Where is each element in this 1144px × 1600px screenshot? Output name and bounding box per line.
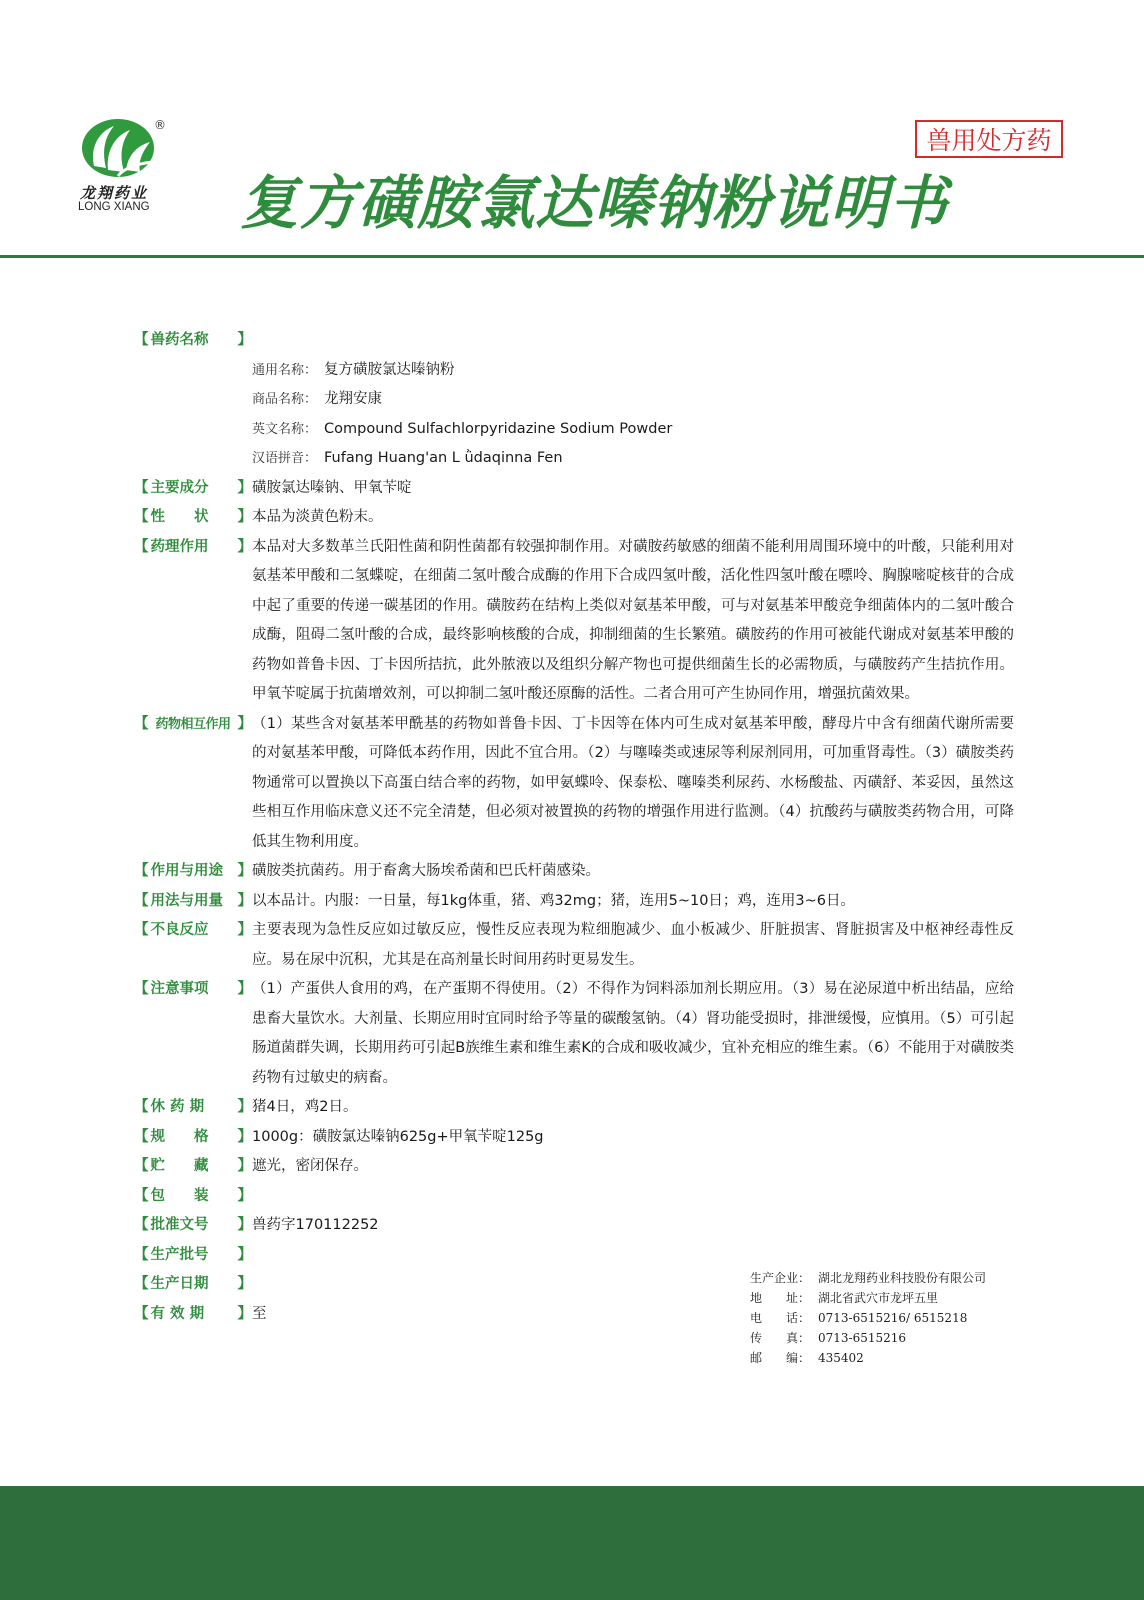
name-row-pinyin: 汉语拼音： Fufang Huang'an L ǜdaqinna Fen [252, 450, 563, 466]
section-package: 【 包 装 】 [134, 1187, 252, 1204]
manufacturer-info [750, 1268, 1050, 1368]
section-pharmacology: 【 药理作用 】 本品对大多数革兰氏阳性菌和阴性菌都有较强抑制作用。对磺胺药敏感的细菌不能利用周围环境中的叶酸，只能利用对氨基苯甲酸和二氢蝶啶，在细菌二氢叶酸合成酶的作用下合成四氢叶酸，活化性四氢叶酸在嘌呤、胸腺嘧啶核苷的合成中起了重要的传递一碳基团的作用。磺胺药在结构上类似对氨基苯甲酸，可与对氨基苯甲酸竞争细菌体内的二氢叶酸合成酶，阻碍二氢叶酸的合成，最终影响核酸的合成，抑制细菌的生长繁殖。磺胺药的作用可被能代谢成对氨基苯甲酸的药物如普鲁卡因、丁卡因所拮抗，此外脓液以及组织分解产物也可提供细菌生长的必需物质，与磺胺药产生拮抗作用。甲氧苄啶属于抗菌增效剂，可以抑制二氢叶酸还原酶的活性。二者合用可产生协同作用，增强抗菌效果。 [134, 538, 1014, 702]
name-row-common: 通用名称： 复方磺胺氯达嗪钠粉 [252, 361, 455, 378]
section-adverse: 【 不良反应 】 主要表现为急性反应如过敏反应，慢性反应表现为粒细胞减少、血小板减少、肝脏损害、肾脏损害及中枢神经毒性反应。易在尿中沉积，尤其是在高剂量长时间用药时更易发生。 [134, 922, 1014, 968]
section-drug-name [134, 326, 1014, 356]
leaf-logo-icon [80, 118, 160, 180]
maker-phone: 电 话： 0713-6515216/ 6515218 [750, 1311, 968, 1325]
section-batch: 【 生产批号 】 [134, 1246, 252, 1263]
section-withdrawal: 【 休 药 期 】 猪4日，鸡2日。 [134, 1099, 358, 1115]
brand-name-en: LONG XIANG [78, 201, 150, 213]
maker-company: 生产企业： 湖北龙翔药业科技股份有限公司 [750, 1271, 987, 1285]
maker-fax: 传 真： 0713-6515216 [750, 1331, 907, 1345]
page-title: 复方磺胺氯达嗪钠粉说明书 [240, 169, 949, 237]
registered-mark: ® [154, 118, 166, 132]
name-row-english: 英文名称： Compound Sulfachlorpyridazine Sodium Powder [252, 420, 673, 437]
section-label: 【 兽药名称 】 [134, 332, 252, 348]
brand-name-cn: 龙翔药业 [80, 184, 149, 202]
section-ingredients: 【 主要成分 】 磺胺氯达嗪钠、甲氧苄啶 [134, 479, 412, 496]
brand-logo [78, 118, 178, 218]
header-divider [0, 255, 1144, 258]
instructions-body [134, 326, 1014, 1329]
section-storage: 【 贮 藏 】 遮光，密闭保存。 [134, 1158, 368, 1174]
footer-band [0, 1486, 1144, 1600]
section-spec: 【 规 格 】 1000g：磺胺氯达嗪钠625g+甲氧苄啶125g [134, 1128, 544, 1145]
section-expiry: 【 有 效 期 】 至 [134, 1305, 267, 1322]
section-character: 【 性 状 】 本品为淡黄色粉末。 [134, 509, 383, 525]
section-prod-date: 【 生产日期 】 [134, 1276, 252, 1292]
section-dosage: 【 用法与用量 】 以本品计。内服：一日量，每1kg体重，猪、鸡32mg；猪，连用5~10日；鸡，连用3~6日。 [134, 892, 856, 909]
section-indications: 【 作用与用途 】 磺胺类抗菌药。用于畜禽大肠埃希菌和巴氏杆菌感染。 [134, 863, 600, 879]
name-row-trade: 商品名称： 龙翔安康 [252, 391, 382, 407]
section-precautions: 【 注意事项 】 （1）产蛋供人食用的鸡，在产蛋期不得使用。（2）不得作为饲料添加剂长期应用。（3）易在泌尿道中析出结晶，应给患畜大量饮水。大剂量、长期应用时宜同时给予等量的碳酸氢钠。（4）肾功能受损时，排泄缓慢，应慎用。（5）可引起肠道菌群失调，长期用药可引起B族维生素和维生素K的合成和吸收减少，宜补充相应的维生素。（6）不能用于对磺胺类药物有过敏史的病畜。 [134, 981, 1014, 1086]
prescription-badge: 兽用处方药 [915, 120, 1063, 158]
maker-address: 地 址： 湖北省武穴市龙坪五里 [750, 1291, 939, 1305]
drug-name-list [134, 356, 1014, 474]
maker-zip: 邮 编： 435402 [750, 1351, 864, 1365]
section-interactions: 【 药物相互作用 】 （1）某些含对氨基苯甲酰基的药物如普鲁卡因、丁卡因等在体内可生成对氨基苯甲酸，酵母片中含有细菌代谢所需要的对氨基苯甲酸，可降低本药作用，因此不宜合用。（2）与噻嗪类或速尿等利尿剂同用，可加重肾毒性。（3）磺胺类药物通常可以置换以下高蛋白结合率的药物，如甲氨蝶呤、保泰松、噻嗪类利尿药、水杨酸盐、丙磺舒、苯妥因，虽然这些相互作用临床意义还不完全清楚，但必须对被置换的药物的增强作用进行监测。（4）抗酸药与磺胺类药物合用，可降低其生物利用度。 [134, 715, 1014, 850]
section-approval: 【 批准文号 】 兽药字170112252 [134, 1217, 379, 1233]
